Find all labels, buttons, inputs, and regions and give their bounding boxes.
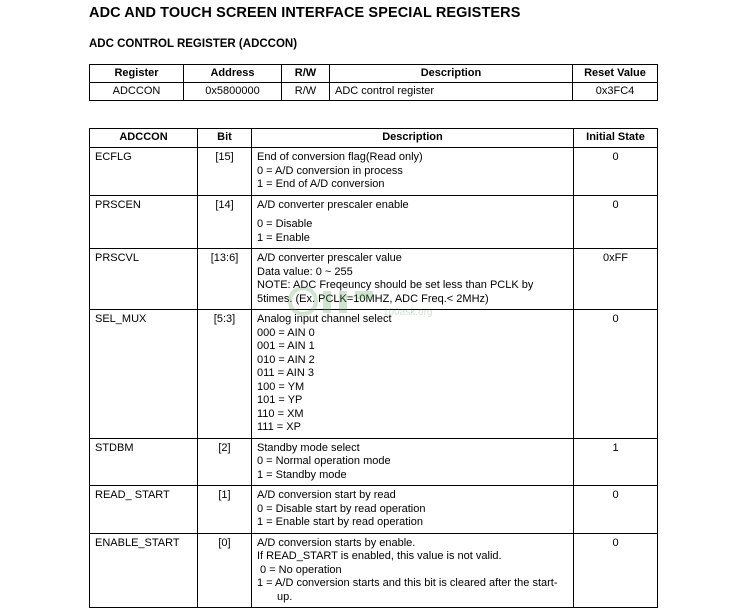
description-line: 110 = XM xyxy=(257,407,304,420)
header-address: Address xyxy=(184,65,282,83)
field-description xyxy=(252,249,574,310)
table-row xyxy=(90,533,658,608)
field-description xyxy=(252,438,574,486)
field-initial-state: 0 xyxy=(574,486,658,534)
field-name: ENABLE_START xyxy=(90,533,198,608)
field-bit: [13:6] xyxy=(198,249,252,310)
field-initial-state: 0 xyxy=(574,533,658,608)
field-initial-state: 0 xyxy=(574,195,658,249)
register-table-row xyxy=(90,83,658,101)
cell-rw: R/W xyxy=(282,83,330,101)
field-description xyxy=(252,195,574,249)
description-line: A/D conversion start by read xyxy=(257,489,396,501)
description-line: 100 = YM xyxy=(257,380,305,393)
header-initial-state: Initial State xyxy=(574,129,658,148)
description-line: Analog input channel select xyxy=(257,313,392,325)
description-line: 0 = A/D conversion in process xyxy=(257,164,403,177)
header-description: Description xyxy=(330,65,573,83)
register-table-header xyxy=(90,65,658,83)
description-note: NOTE: ADC Freqeuncy should be set less than PCLK by 5times. (Ex. PCLK=10MHZ, ADC Freq.< 2MHz) xyxy=(257,279,534,305)
field-name: READ_ START xyxy=(90,486,198,534)
table-row xyxy=(90,486,658,534)
header-rw: R/W xyxy=(282,65,330,83)
description-line: 1 = Enable xyxy=(257,231,310,244)
field-initial-state: 0 xyxy=(574,148,658,196)
description-line: If READ_START is enabled, this value is not valid. xyxy=(257,550,502,562)
header-register: Register xyxy=(90,65,184,83)
description-line: 1 = A/D conversion starts and this bit is cleared after the start- xyxy=(257,577,558,589)
field-name: STDBM xyxy=(90,438,198,486)
bit-table-header xyxy=(90,129,658,148)
field-initial-state: 1 xyxy=(574,438,658,486)
description-line: A/D converter prescaler value xyxy=(257,252,402,264)
description-line: A/D conversion starts by enable. xyxy=(257,536,416,549)
field-bit: [5:3] xyxy=(198,310,252,439)
field-name: PRSCVL xyxy=(90,249,198,310)
table-row xyxy=(90,310,658,439)
field-description xyxy=(252,533,574,608)
field-name: PRSCEN xyxy=(90,195,198,249)
table-row xyxy=(90,249,658,310)
description-line: 011 = AIN 3 xyxy=(257,367,314,379)
header-adccon: ADCCON xyxy=(90,129,198,148)
description-line: 111 = XP xyxy=(257,421,301,433)
section-subtitle: ADC CONTROL REGISTER (ADCCON) xyxy=(89,38,298,50)
description-line: 0 = Disable start by read operation xyxy=(257,502,426,515)
table-row xyxy=(90,148,658,196)
description-line: 010 = AIN 2 xyxy=(257,353,315,366)
field-initial-state: 0 xyxy=(574,310,658,439)
header-reset-value: Reset Value xyxy=(573,65,658,83)
watermark-text: 100ask.org xyxy=(383,307,433,318)
field-bit: [0] xyxy=(198,533,252,608)
table-row xyxy=(90,195,658,249)
description-line: 0 = Disable xyxy=(257,218,313,230)
bit-field-table xyxy=(89,128,658,608)
field-description xyxy=(252,148,574,196)
field-bit: [2] xyxy=(198,438,252,486)
cell-description: ADC control register xyxy=(330,83,573,101)
register-summary-table xyxy=(89,64,658,101)
description-line: Standby mode select xyxy=(257,441,360,454)
description-line: A/D converter prescaler enable xyxy=(257,198,409,211)
field-description xyxy=(252,310,574,439)
cell-register: ADCCON xyxy=(90,83,184,101)
description-line: Data value: 0 ~ 255 xyxy=(257,265,353,278)
field-initial-state: 0xFF xyxy=(574,249,658,310)
header-bit-description: Description xyxy=(252,129,574,148)
field-bit: [14] xyxy=(198,195,252,249)
description-line: 1 = Enable start by read operation xyxy=(257,516,424,528)
description-line: 000 = AIN 0 xyxy=(257,326,315,339)
description-line: End of conversion flag(Read only) xyxy=(257,151,423,163)
field-bit: [15] xyxy=(198,148,252,196)
header-bit: Bit xyxy=(198,129,252,148)
description-line: up. xyxy=(277,590,293,603)
description-line: 001 = AIN 1 xyxy=(257,340,315,352)
description-line: 1 = Standby mode xyxy=(257,468,347,481)
description-line: 1 = End of A/D conversion xyxy=(257,178,385,190)
description-line: 0 = Normal operation mode xyxy=(257,455,391,467)
description-line: 101 = YP xyxy=(257,394,303,406)
cell-address: 0x5800000 xyxy=(184,83,282,101)
description-line: 0 = No operation xyxy=(260,563,342,576)
cell-reset-value: 0x3FC4 xyxy=(573,83,658,101)
field-name: ECFLG xyxy=(90,148,198,196)
field-bit: [1] xyxy=(198,486,252,534)
table-row xyxy=(90,438,658,486)
field-name: SEL_MUX xyxy=(90,310,198,439)
field-description xyxy=(252,486,574,534)
page-title: ADC AND TOUCH SCREEN INTERFACE SPECIAL REGISTERS xyxy=(89,5,521,21)
